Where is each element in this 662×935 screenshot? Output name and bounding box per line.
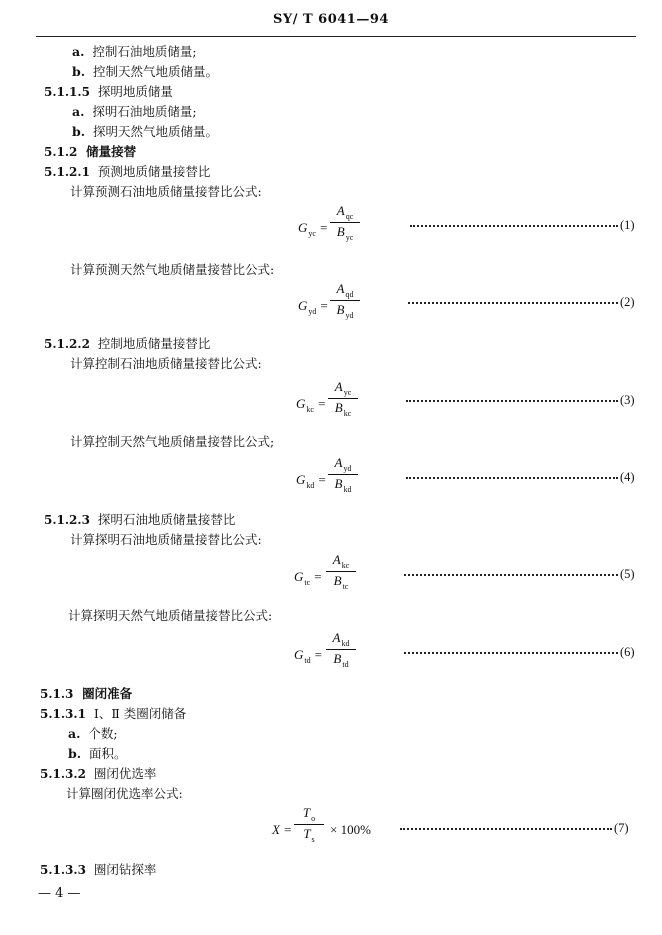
item-text: 探明石油地质储量; (92, 104, 197, 119)
section-title: 圈闭优选率 (93, 766, 157, 781)
section-heading (44, 334, 210, 352)
equation-lhs: $G_{yd}$ = (298, 298, 329, 316)
eq-numerator: A (332, 552, 341, 567)
eq-subscript: kd (343, 485, 352, 494)
eq-numerator: A (336, 281, 345, 296)
list-item (68, 744, 127, 762)
eq-denominator: B (333, 573, 342, 588)
eq-subscript: s (311, 835, 315, 844)
equation-lhs: $G_{kd}$ = (296, 472, 327, 490)
paragraph-text: 计算探明天然气地质储量接替比公式: (68, 608, 273, 623)
paragraph-text: 计算控制天然气地质储量接替比公式; (70, 434, 275, 449)
eq-subscript: kc (343, 409, 352, 418)
equation-number: (7) (614, 821, 629, 835)
item-text: 个数; (88, 726, 118, 741)
equation-fraction (328, 282, 362, 319)
section-heading (40, 764, 156, 782)
section-heading (44, 82, 173, 100)
list-item (68, 724, 118, 742)
eq-subscript: yd (308, 307, 317, 316)
paragraph-text: 计算预测石油地质储量接替比公式: (70, 184, 262, 199)
equation-number: (6) (620, 645, 635, 659)
eq-denominator: B (334, 476, 343, 491)
list-item (72, 62, 218, 80)
leader-dots (404, 652, 618, 654)
eq-subscript: yd (343, 464, 352, 473)
eq-var: G (296, 396, 306, 411)
page-number: — 4 — (38, 886, 81, 901)
eq-var: G (298, 298, 308, 313)
eq-numerator: A (334, 455, 343, 470)
paragraph-text: 计算控制石油地质储量接替比公式: (70, 356, 262, 371)
eq-subscript: yc (343, 388, 352, 397)
equation-lhs: $G_{tc}$ = (294, 569, 323, 587)
section-heading (44, 162, 210, 180)
eq-subscript: kd (341, 639, 350, 648)
eq-var: X (272, 822, 280, 837)
equation-number: (5) (620, 567, 635, 581)
equation-fraction (292, 806, 326, 843)
eq-numerator: A (336, 203, 345, 218)
eq-subscript: td (304, 656, 311, 665)
eq-var: G (298, 220, 308, 235)
section-number: 5.1.3.2 (40, 767, 86, 781)
leader-dots (406, 400, 618, 402)
item-text: 控制石油地质储量; (92, 44, 197, 59)
paragraph-text: 计算探明石油地质储量接替比公式: (70, 532, 262, 547)
section-number: 5.1.2.3 (44, 513, 90, 527)
section-number: 5.1.2.2 (44, 337, 90, 351)
eq-subscript: yd (345, 311, 354, 320)
equation-fraction (324, 553, 358, 590)
equation-lhs: $G_{kc}$ = (296, 396, 326, 414)
equation-number: (4) (620, 470, 635, 484)
eq-subscript: kd (306, 481, 315, 490)
leader-dots (410, 225, 618, 227)
item-label: a. (72, 104, 85, 119)
equation-lhs: $G_{yc}$ = (298, 220, 328, 238)
list-item (72, 42, 197, 60)
equation-fraction (326, 380, 360, 417)
eq-var: G (294, 647, 304, 662)
eq-denominator: T (303, 826, 311, 841)
header-rule (36, 36, 636, 37)
eq-numerator: A (334, 379, 343, 394)
equation-suffix: × 100% (330, 822, 371, 837)
section-number: 5.1.3 (40, 687, 74, 701)
section-number: 5.1.3.3 (40, 863, 86, 877)
eq-denominator: B (336, 302, 345, 317)
section-title: 圈闭准备 (82, 686, 133, 701)
section-title: 控制地质储量接替比 (97, 336, 211, 351)
eq-subscript: kc (306, 405, 314, 414)
section-heading (40, 860, 156, 878)
eq-denominator: B (336, 224, 345, 239)
list-item (72, 122, 218, 140)
eq-subscript: yc (308, 229, 316, 238)
section-title: Ⅰ、Ⅱ 类圈闭储备 (93, 706, 187, 721)
list-item (72, 102, 197, 120)
equation-lhs: X = (272, 822, 292, 837)
section-heading (40, 684, 132, 702)
section-heading (44, 142, 136, 160)
item-text: 探明天然气地质储量。 (93, 124, 219, 139)
leader-dots (400, 828, 612, 830)
section-number: 5.1.2 (44, 145, 78, 159)
eq-numerator: A (332, 630, 341, 645)
eq-denominator: B (334, 400, 343, 415)
equation-fraction (326, 456, 360, 493)
eq-numerator: T (302, 805, 311, 820)
section-heading (40, 704, 186, 722)
paragraph-text: 计算预测天然气地质储量接替比公式: (70, 262, 275, 277)
eq-subscript: qd (345, 290, 354, 299)
eq-subscript: kc (341, 561, 350, 570)
section-title: 预测地质储量接替比 (97, 164, 211, 179)
equation-number: (3) (620, 393, 635, 407)
section-title: 探明地质储量 (97, 84, 173, 99)
leader-dots (408, 302, 618, 304)
equation-number: (2) (620, 295, 635, 309)
eq-subscript: qc (345, 212, 354, 221)
eq-denominator: B (333, 651, 342, 666)
eq-subscript: o (311, 814, 316, 823)
leader-dots (404, 574, 618, 576)
item-label: a. (68, 726, 81, 741)
item-label: b. (72, 124, 86, 139)
eq-subscript: yc (345, 233, 354, 242)
document-header: SY/ T 6041—94 (273, 12, 389, 27)
section-title: 探明石油地质储量接替比 (97, 512, 236, 527)
item-label: a. (72, 44, 85, 59)
equation-lhs: $G_{td}$ = (294, 647, 323, 665)
item-label: b. (68, 746, 82, 761)
item-text: 面积。 (89, 746, 127, 761)
item-label: b. (72, 64, 86, 79)
section-number: 5.1.2.1 (44, 165, 90, 179)
equation-fraction (328, 204, 362, 241)
section-title: 圈闭钻探率 (93, 862, 157, 877)
item-text: 控制天然气地质储量。 (93, 64, 219, 79)
section-title: 储量接替 (86, 144, 137, 159)
eq-var: G (294, 569, 304, 584)
eq-subscript: tc (342, 582, 349, 591)
eq-subscript: td (342, 660, 349, 669)
section-number: 5.1.3.1 (40, 707, 86, 721)
equation-fraction (324, 631, 358, 668)
paragraph-text: 计算圈闭优选率公式: (66, 786, 183, 801)
section-heading (44, 510, 235, 528)
eq-var: G (296, 472, 306, 487)
eq-subscript: tc (304, 578, 311, 587)
section-number: 5.1.1.5 (44, 85, 90, 99)
equation-number: (1) (620, 218, 635, 232)
leader-dots (406, 477, 618, 479)
